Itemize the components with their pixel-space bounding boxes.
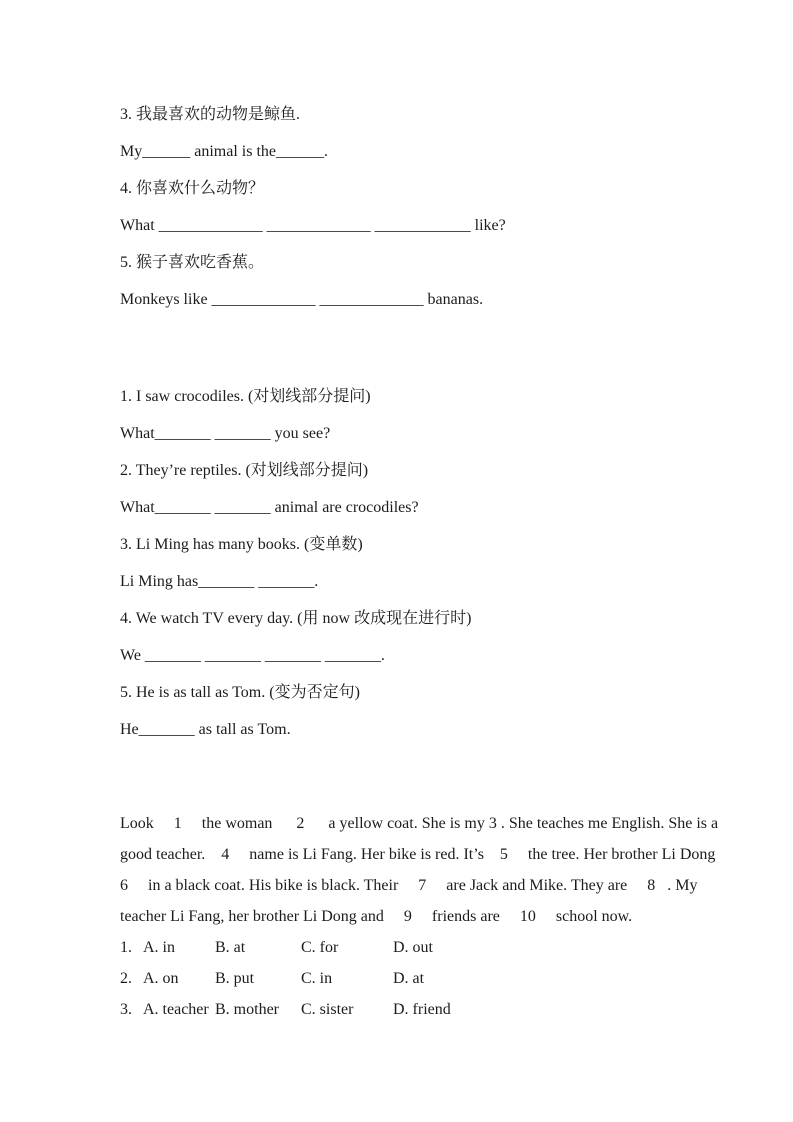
transform-item-2-answer-blanks: What_______ _______ animal are crocodiles? bbox=[120, 499, 419, 516]
transform-item-1-answer-blanks: What_______ _______ you see? bbox=[120, 425, 331, 442]
choice-3-option-a: A. teacher bbox=[143, 1001, 209, 1018]
transform-item-1-prompt: 1. I saw crocodiles. (对划线部分提问) bbox=[120, 388, 371, 405]
choice-row-3 bbox=[120, 994, 681, 1025]
transform-item-5-answer-blanks: He_______ as tall as Tom. bbox=[120, 721, 291, 738]
cloze-passage-line-2: good teacher. 4 name is Li Fang. Her bike is red. It’s 5 the tree. Her brother Li Dong bbox=[120, 846, 716, 863]
choice-3-number: 3. bbox=[120, 1001, 132, 1018]
translation-item-5-chinese: 5. 猴子喜欢吃香蕉。 bbox=[120, 254, 265, 271]
choice-1-option-c: C. for bbox=[301, 939, 339, 956]
choice-2-option-d: D. at bbox=[393, 970, 425, 987]
choice-1-number: 1. bbox=[120, 939, 132, 956]
transform-item-3-prompt: 3. Li Ming has many books. (变单数) bbox=[120, 536, 363, 553]
translation-item-4-english-blanks: What _____________ _____________ ____________ like? bbox=[120, 217, 506, 234]
choice-2-option-c: C. in bbox=[301, 970, 333, 987]
choice-2-option-a: A. on bbox=[143, 970, 179, 987]
choice-3-option-d: D. friend bbox=[393, 1001, 451, 1018]
translation-item-4-chinese: 4. 你喜欢什么动物？ bbox=[120, 180, 265, 197]
transform-item-4-answer-blanks: We _______ _______ _______ _______. bbox=[120, 647, 385, 664]
cloze-passage-line-3: 6 in a black coat. His bike is black. Their 7 are Jack and Mike. They are 8 . My bbox=[120, 877, 698, 894]
choice-2-number: 2. bbox=[120, 970, 132, 987]
translation-item-3-english-blanks: My______ animal is the______. bbox=[120, 143, 328, 160]
transform-item-4-prompt: 4. We watch TV every day. (用 now 改成现在进行时) bbox=[120, 610, 472, 627]
cloze-passage-line-1: Look 1 the woman 2 a yellow coat. She is my 3 . She teaches me English. She is a bbox=[120, 815, 719, 832]
choice-3-option-c: C. sister bbox=[301, 1001, 354, 1018]
choice-row-2 bbox=[120, 963, 681, 994]
choice-1-option-a: A. in bbox=[143, 939, 175, 956]
choice-1-option-b: B. at bbox=[215, 939, 246, 956]
translation-section bbox=[120, 96, 681, 318]
choice-2-option-b: B. put bbox=[215, 970, 255, 987]
transform-item-5-prompt: 5. He is as tall as Tom. (变为否定句) bbox=[120, 684, 360, 701]
translation-item-5-english-blanks: Monkeys like _____________ _____________ bananas. bbox=[120, 291, 484, 308]
cloze-passage-line-4: teacher Li Fang, her brother Li Dong and 9 friends are 10 school now. bbox=[120, 908, 633, 925]
choice-row-1 bbox=[120, 932, 681, 963]
sentence-transformation-section bbox=[120, 378, 681, 748]
choice-3-option-b: B. mother bbox=[215, 1001, 279, 1018]
choice-1-option-d: D. out bbox=[393, 939, 433, 956]
cloze-section bbox=[120, 808, 719, 1025]
translation-item-3-chinese: 3. 我最喜欢的动物是鲸鱼. bbox=[120, 106, 301, 123]
transform-item-2-prompt: 2. They’re reptiles. (对划线部分提问) bbox=[120, 462, 369, 479]
transform-item-3-answer-blanks: Li Ming has_______ _______. bbox=[120, 573, 319, 590]
